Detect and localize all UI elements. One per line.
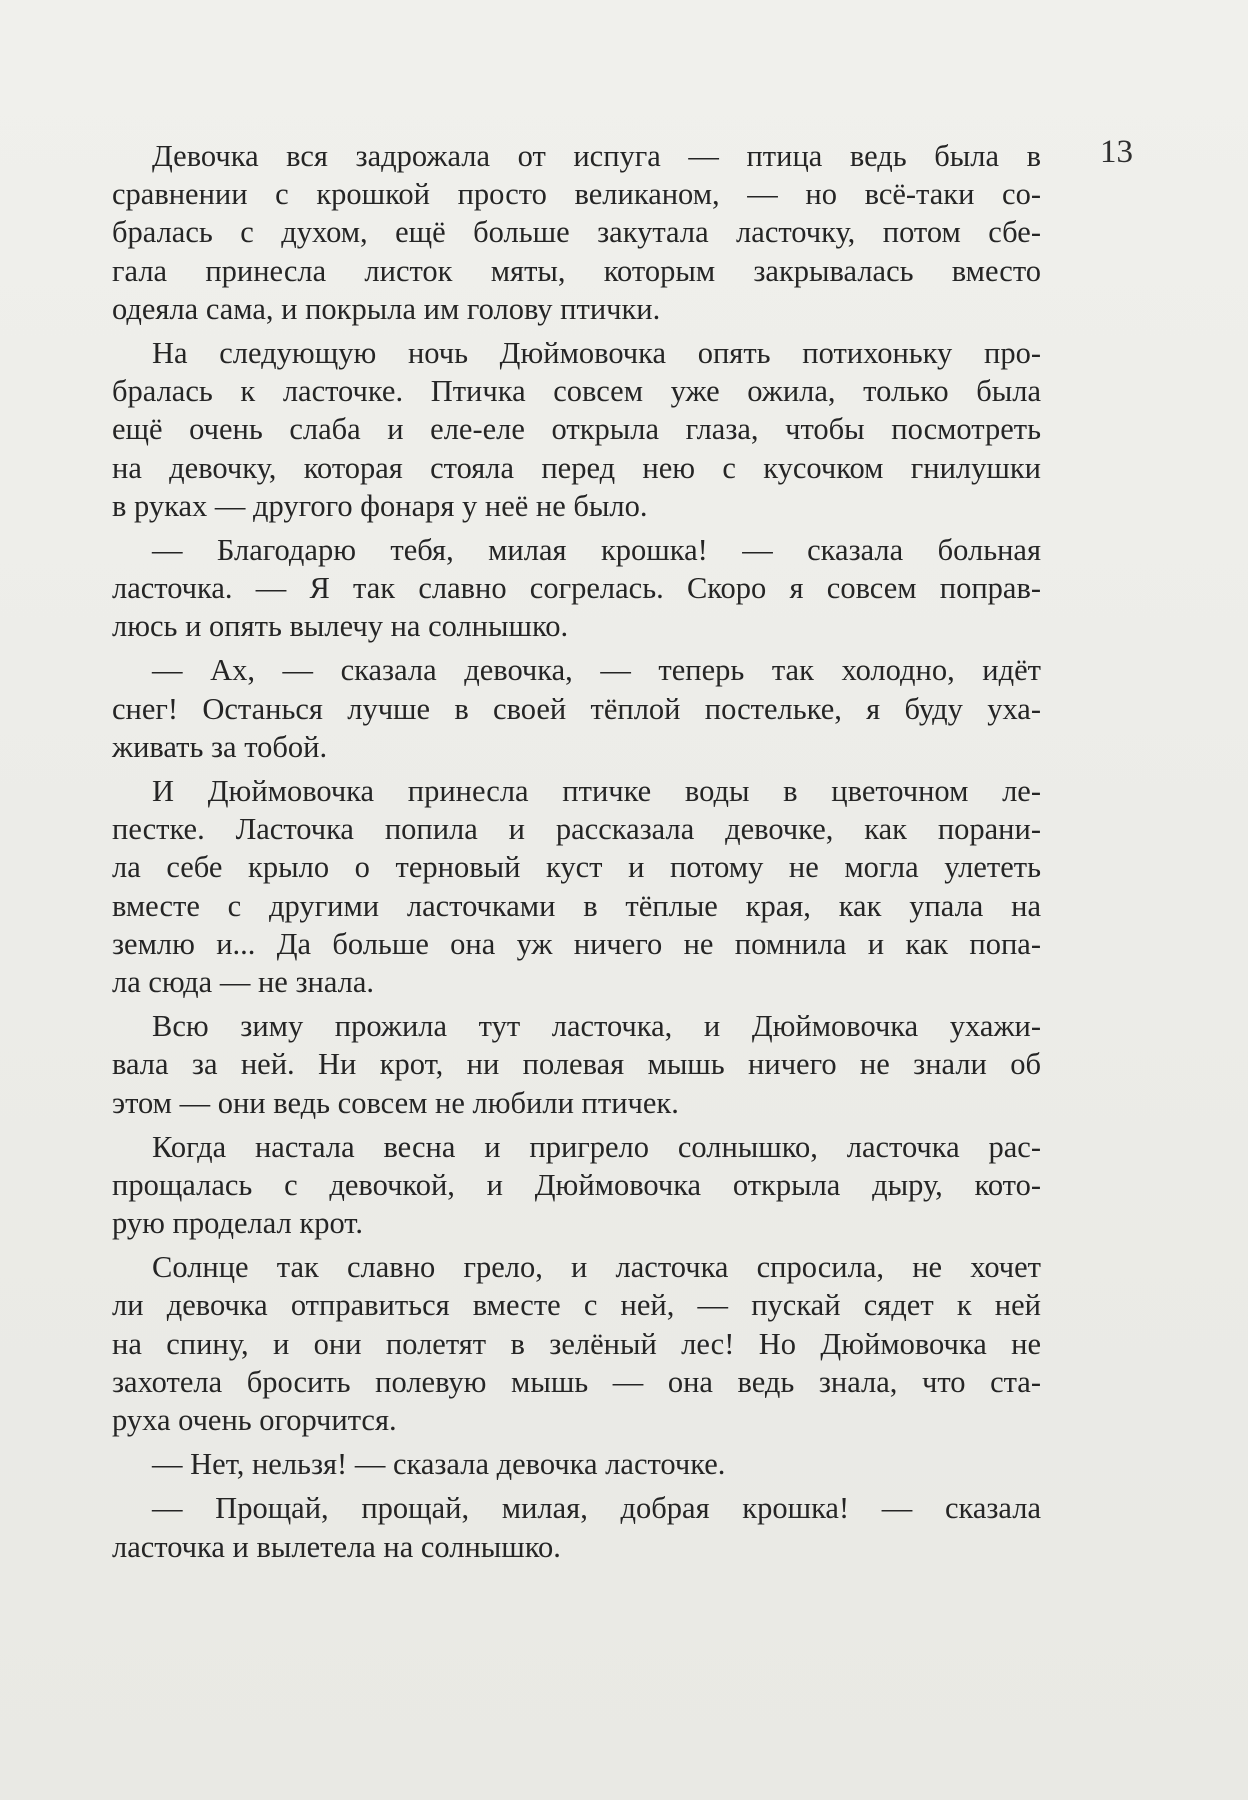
paragraph (112, 137, 1041, 328)
page-number: 13 (1100, 134, 1133, 170)
text-line: руха очень огорчится. (112, 1403, 397, 1437)
text-line: — Прощай, прощай, милая, добрая крошка! — сказала (152, 1491, 1041, 1526)
text-line: ласточка и вылетела на солнышко. (112, 1529, 561, 1564)
text-line: бралась с духом, ещё больше закутала ласточку, потом сбе- (112, 215, 1041, 250)
text-line: люсь и опять вылечу на солнышко. (112, 609, 569, 644)
paragraph (112, 1007, 1041, 1122)
paragraph (112, 1128, 1041, 1243)
paragraph (112, 651, 1041, 766)
text-line: гала принесла листок мяты, которым закрывалась вместо (112, 253, 1041, 288)
paragraph (112, 772, 1041, 1001)
text-line: снег! Останься лучше в своей тёплой постельке, я буду уха- (112, 691, 1041, 726)
text-line: вала за ней. Ни крот, ни полевая мышь ничего не знали об (112, 1047, 1041, 1082)
text-line: прощалась с девочкой, и Дюймовочка открыла дыру, кото- (112, 1167, 1041, 1202)
text-line: ла себе крыло о терновый куст и потому не могла улететь (112, 850, 1041, 885)
text-line: ли девочка отправиться вместе с ней, — пускай сядет к ней (112, 1288, 1041, 1323)
story-text (112, 137, 1041, 1572)
text-line: живать за тобой. (112, 729, 328, 764)
paragraph (112, 531, 1041, 646)
text-line: этом — они ведь совсем не любили птичек. (112, 1085, 679, 1120)
text-line: И Дюймовочка принесла птичке воды в цветочном ле- (152, 774, 1041, 808)
text-line: сравнении с крошкой просто великаном, — но всё-таки со- (112, 177, 1041, 212)
text-line: на спину, и они полетят в зелёный лес! Но Дюймовочка не (112, 1326, 1041, 1361)
paragraph (112, 1489, 1041, 1565)
text-line: Солнце так славно грело, и ласточка спросила, не хочет (152, 1250, 1041, 1285)
text-line: пестке. Ласточка попила и рассказала девочке, как порани- (112, 812, 1041, 847)
text-line: рую проделал крот. (112, 1206, 363, 1241)
text-line: на девочку, которая стояла перед нею с кусочком гнилушки (112, 450, 1041, 485)
text-line: — Благодарю тебя, милая крошка! — сказала больная (152, 532, 1041, 567)
text-line: ещё очень слаба и еле-еле открыла глаза, чтобы посмотреть (112, 412, 1041, 447)
paragraph (112, 1248, 1041, 1439)
text-line: Всю зиму прожила тут ласточка, и Дюймовочка ухажи- (152, 1009, 1041, 1044)
text-line: Девочка вся задрожала от испуга — птица ведь была в (152, 139, 1041, 173)
text-line: одеяла сама, и покрыла им голову птички. (112, 291, 661, 326)
text-line: землю и... Да больше она уж ничего не помнила и как попа- (112, 926, 1041, 961)
text-line: — Нет, нельзя! — сказала девочка ласточке. (152, 1447, 726, 1482)
text-line: Когда настала весна и пригрело солнышко, ласточка рас- (152, 1129, 1041, 1164)
text-line: ла сюда — не знала. (112, 964, 375, 999)
text-line: вместе с другими ласточками в тёплые края, как упала на (112, 888, 1041, 923)
paragraph (112, 334, 1041, 525)
text-line: бралась к ласточке. Птичка совсем уже ожила, только была (112, 374, 1041, 409)
text-line: — Ах, — сказала девочка, — теперь так холодно, идёт (152, 653, 1041, 688)
paragraph (112, 1445, 1041, 1483)
text-line: захотела бросить полевую мышь — она ведь знала, что ста- (112, 1364, 1041, 1399)
text-line: ласточка. — Я так славно согрелась. Скоро я совсем поправ- (112, 571, 1041, 606)
text-line: На следующую ночь Дюймовочка опять потихоньку про- (152, 335, 1041, 370)
text-line: в руках — другого фонаря у неё не было. (112, 488, 648, 523)
